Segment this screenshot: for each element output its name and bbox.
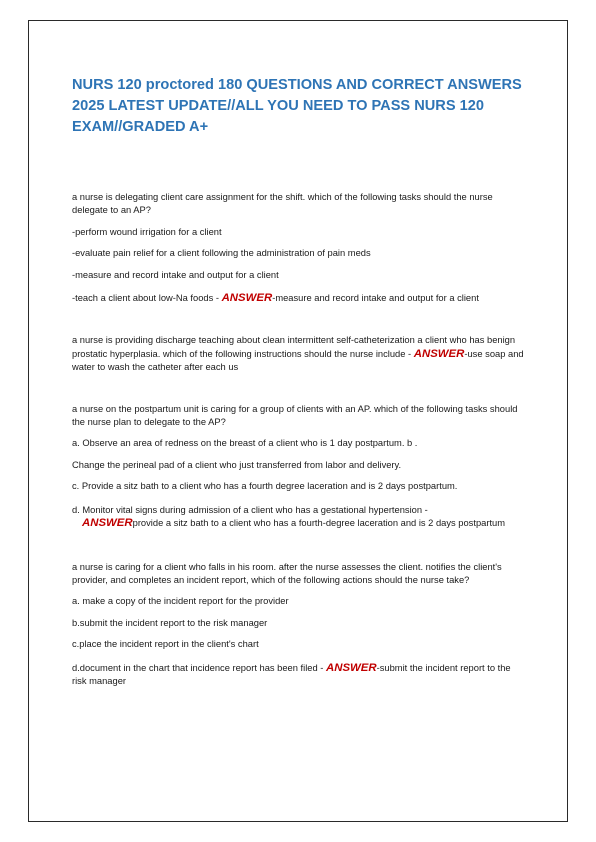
question-1-answer: -measure and record intake and output for a client [272, 293, 479, 304]
question-4-option-b: b.submit the incident report to the risk manager [72, 617, 268, 628]
question-3-option-c: c. Provide a sitz bath to a client who has a fourth degree laceration and is 2 days postpartum. [72, 481, 458, 492]
question-2 [72, 334, 524, 374]
question-3-answer-line [72, 517, 524, 530]
question-4-option-d-answer [72, 662, 524, 689]
answer-label: ANSWER [82, 517, 133, 530]
question-3-answer: provide a sitz bath to a client who has a fourth-degree laceration and is 2 days postpartum [132, 518, 506, 529]
question-1-stem: a nurse is delegating client care assignment for the shift. which of the following tasks should the nurse delegate to an AP? [72, 192, 493, 216]
question-3-option-d: d. Monitor vital signs during admission of a client who has a gestational hypertension - [72, 504, 428, 515]
question-4-option-c: c.place the incident report in the client's chart [72, 639, 259, 650]
question-4-stem: a nurse is caring for a client who falls in his room. after the nurse assesses the client. notifies the client's provider, and completes an incident report, which of the following actions should the nurse take? [72, 561, 502, 585]
document-content [72, 191, 524, 688]
answer-label: ANSWER [221, 292, 273, 305]
question-4-option-d: d.document in the chart that incidence report has been filed - [72, 662, 326, 673]
question-3 [72, 403, 524, 531]
question-1-option-d: -teach a client about low-Na foods - [72, 293, 222, 304]
question-1-option-b: -evaluate pain relief for a client following the administration of pain meds [72, 248, 371, 259]
question-2-stem: a nurse is providing discharge teaching about clean intermittent self-catheterization a client who has benign prostatic hyperplasia. which of the following instructions should the nurse include - [72, 335, 516, 359]
answer-label: ANSWER [326, 661, 377, 674]
question-1 [72, 191, 524, 305]
question-4 [72, 561, 524, 689]
question-3-stem: a nurse on the postpartum unit is caring for a group of clients with an AP. which of the following tasks should the nurse plan to delegate to the AP? [72, 403, 518, 428]
question-3-option-a: a. Observe an area of redness on the breast of a client who is 1 day postpartum. b . [72, 438, 418, 449]
question-2-answer: -use soap and water to wash the catheter after each us [72, 348, 524, 373]
question-1-option-c: -measure and record intake and output for a client [72, 269, 279, 280]
question-4-option-a: a. make a copy of the incident report for the provider [72, 596, 289, 607]
question-1-option-d-answer [72, 292, 524, 305]
question-4-answer: -submit the incident report to the risk manager [72, 662, 511, 686]
question-3-option-b: Change the perineal pad of a client who just transferred from labor and delivery. [72, 459, 402, 470]
question-1-option-a: -perform wound irrigation for a client [72, 226, 222, 237]
answer-label: ANSWER [413, 347, 465, 360]
question-2-stem-answer [72, 334, 524, 374]
document-title: NURS 120 proctored 180 QUESTIONS AND CORRECT ANSWERS 2025 LATEST UPDATE//ALL YOU NEED TO PASS NURS 120 EXAM//GRADED A+ [72, 77, 522, 135]
